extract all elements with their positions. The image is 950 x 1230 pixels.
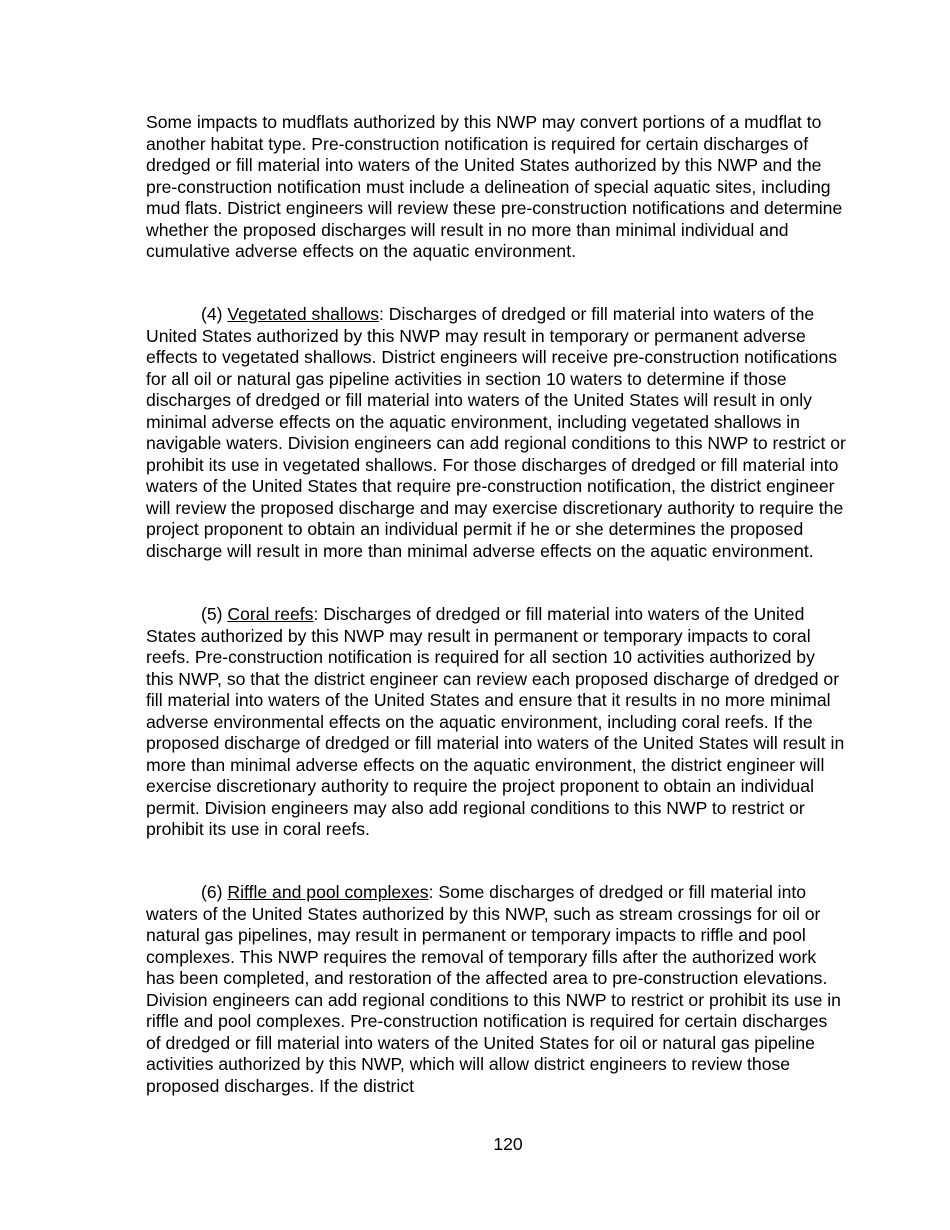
paragraph-vegetated-shallows [146, 304, 846, 562]
paragraph-number: (4) [201, 304, 223, 324]
paragraph-number: (5) [201, 604, 223, 624]
paragraph-mudflats [146, 112, 846, 263]
section-heading-coral-reefs: Coral reefs [227, 604, 314, 624]
paragraph-coral-reefs [146, 604, 846, 841]
page-number: 120 [493, 1134, 523, 1154]
paragraph-riffle-pool [146, 882, 846, 1097]
section-heading-riffle-pool: Riffle and pool complexes [227, 882, 429, 902]
paragraph-text: Some impacts to mudflats authorized by this NWP may convert portions of a mudflat to another habitat type. Pre-construction notification is required for certain discharges of dredged or fill material into waters of the United States authorized by this NWP and the pre-construction notification must include a delineation of special aquatic sites, including mud flats. District engineers will review these pre-construction notifications and determine whether the proposed discharges will result in no more than minimal individual and cumulative adverse effects on the aquatic environment. [146, 112, 843, 261]
section-heading-vegetated-shallows: Vegetated shallows [227, 304, 380, 324]
paragraph-text: : Discharges of dredged or fill material into waters of the United States authorized by this NWP may result in permanent or temporary impacts to coral reefs. Pre-construction notification is required for all section 10 activities authorized by this NWP, so that the district engineer can review each proposed discharge of dredged or fill material into waters of the United States and ensure that it results in no more minimal adverse environmental effects on the aquatic environment, including coral reefs. If the proposed discharge of dredged or fill material into waters of the United States will result in more than minimal adverse effects on the aquatic environment, the district engineer will exercise discretionary authority to require the project proponent to obtain an individual permit. Division engineers may also add regional conditions to this NWP to restrict or prohibit its use in coral reefs. [146, 604, 845, 839]
paragraph-text: : Discharges of dredged or fill material into waters of the United States authorized by this NWP may result in temporary or permanent adverse effects to vegetated shallows. District engineers will receive pre-construction notifications for all oil or natural gas pipeline activities in section 10 waters to determine if those discharges of dredged or fill material into waters of the United States will result in only minimal adverse effects on the aquatic environment, including vegetated shallows in navigable waters. Division engineers can add regional conditions to this NWP to restrict or prohibit its use in vegetated shallows. For those discharges of dredged or fill material into waters of the United States that require pre-construction notification, the district engineer will review the proposed discharge and may exercise discretionary authority to require the project proponent to obtain an individual permit if he or she determines the proposed discharge will result in more than minimal adverse effects on the aquatic environment. [146, 304, 846, 561]
paragraph-number: (6) [201, 882, 223, 902]
paragraph-text: : Some discharges of dredged or fill material into waters of the United States authorized by this NWP, such as stream crossings for oil or natural gas pipelines, may result in permanent or temporary impacts to riffle and pool complexes. This NWP requires the removal of temporary fills after the authorized work has been completed, and restoration of the affected area to pre-construction elevations. Division engineers can add regional conditions to this NWP to restrict or prohibit its use in riffle and pool complexes. Pre-construction notification is required for certain discharges of dredged or fill material into waters of the United States for oil or natural gas pipeline activities authorized by this NWP, which will allow district engineers to review those proposed discharges. If the district [146, 882, 841, 1096]
